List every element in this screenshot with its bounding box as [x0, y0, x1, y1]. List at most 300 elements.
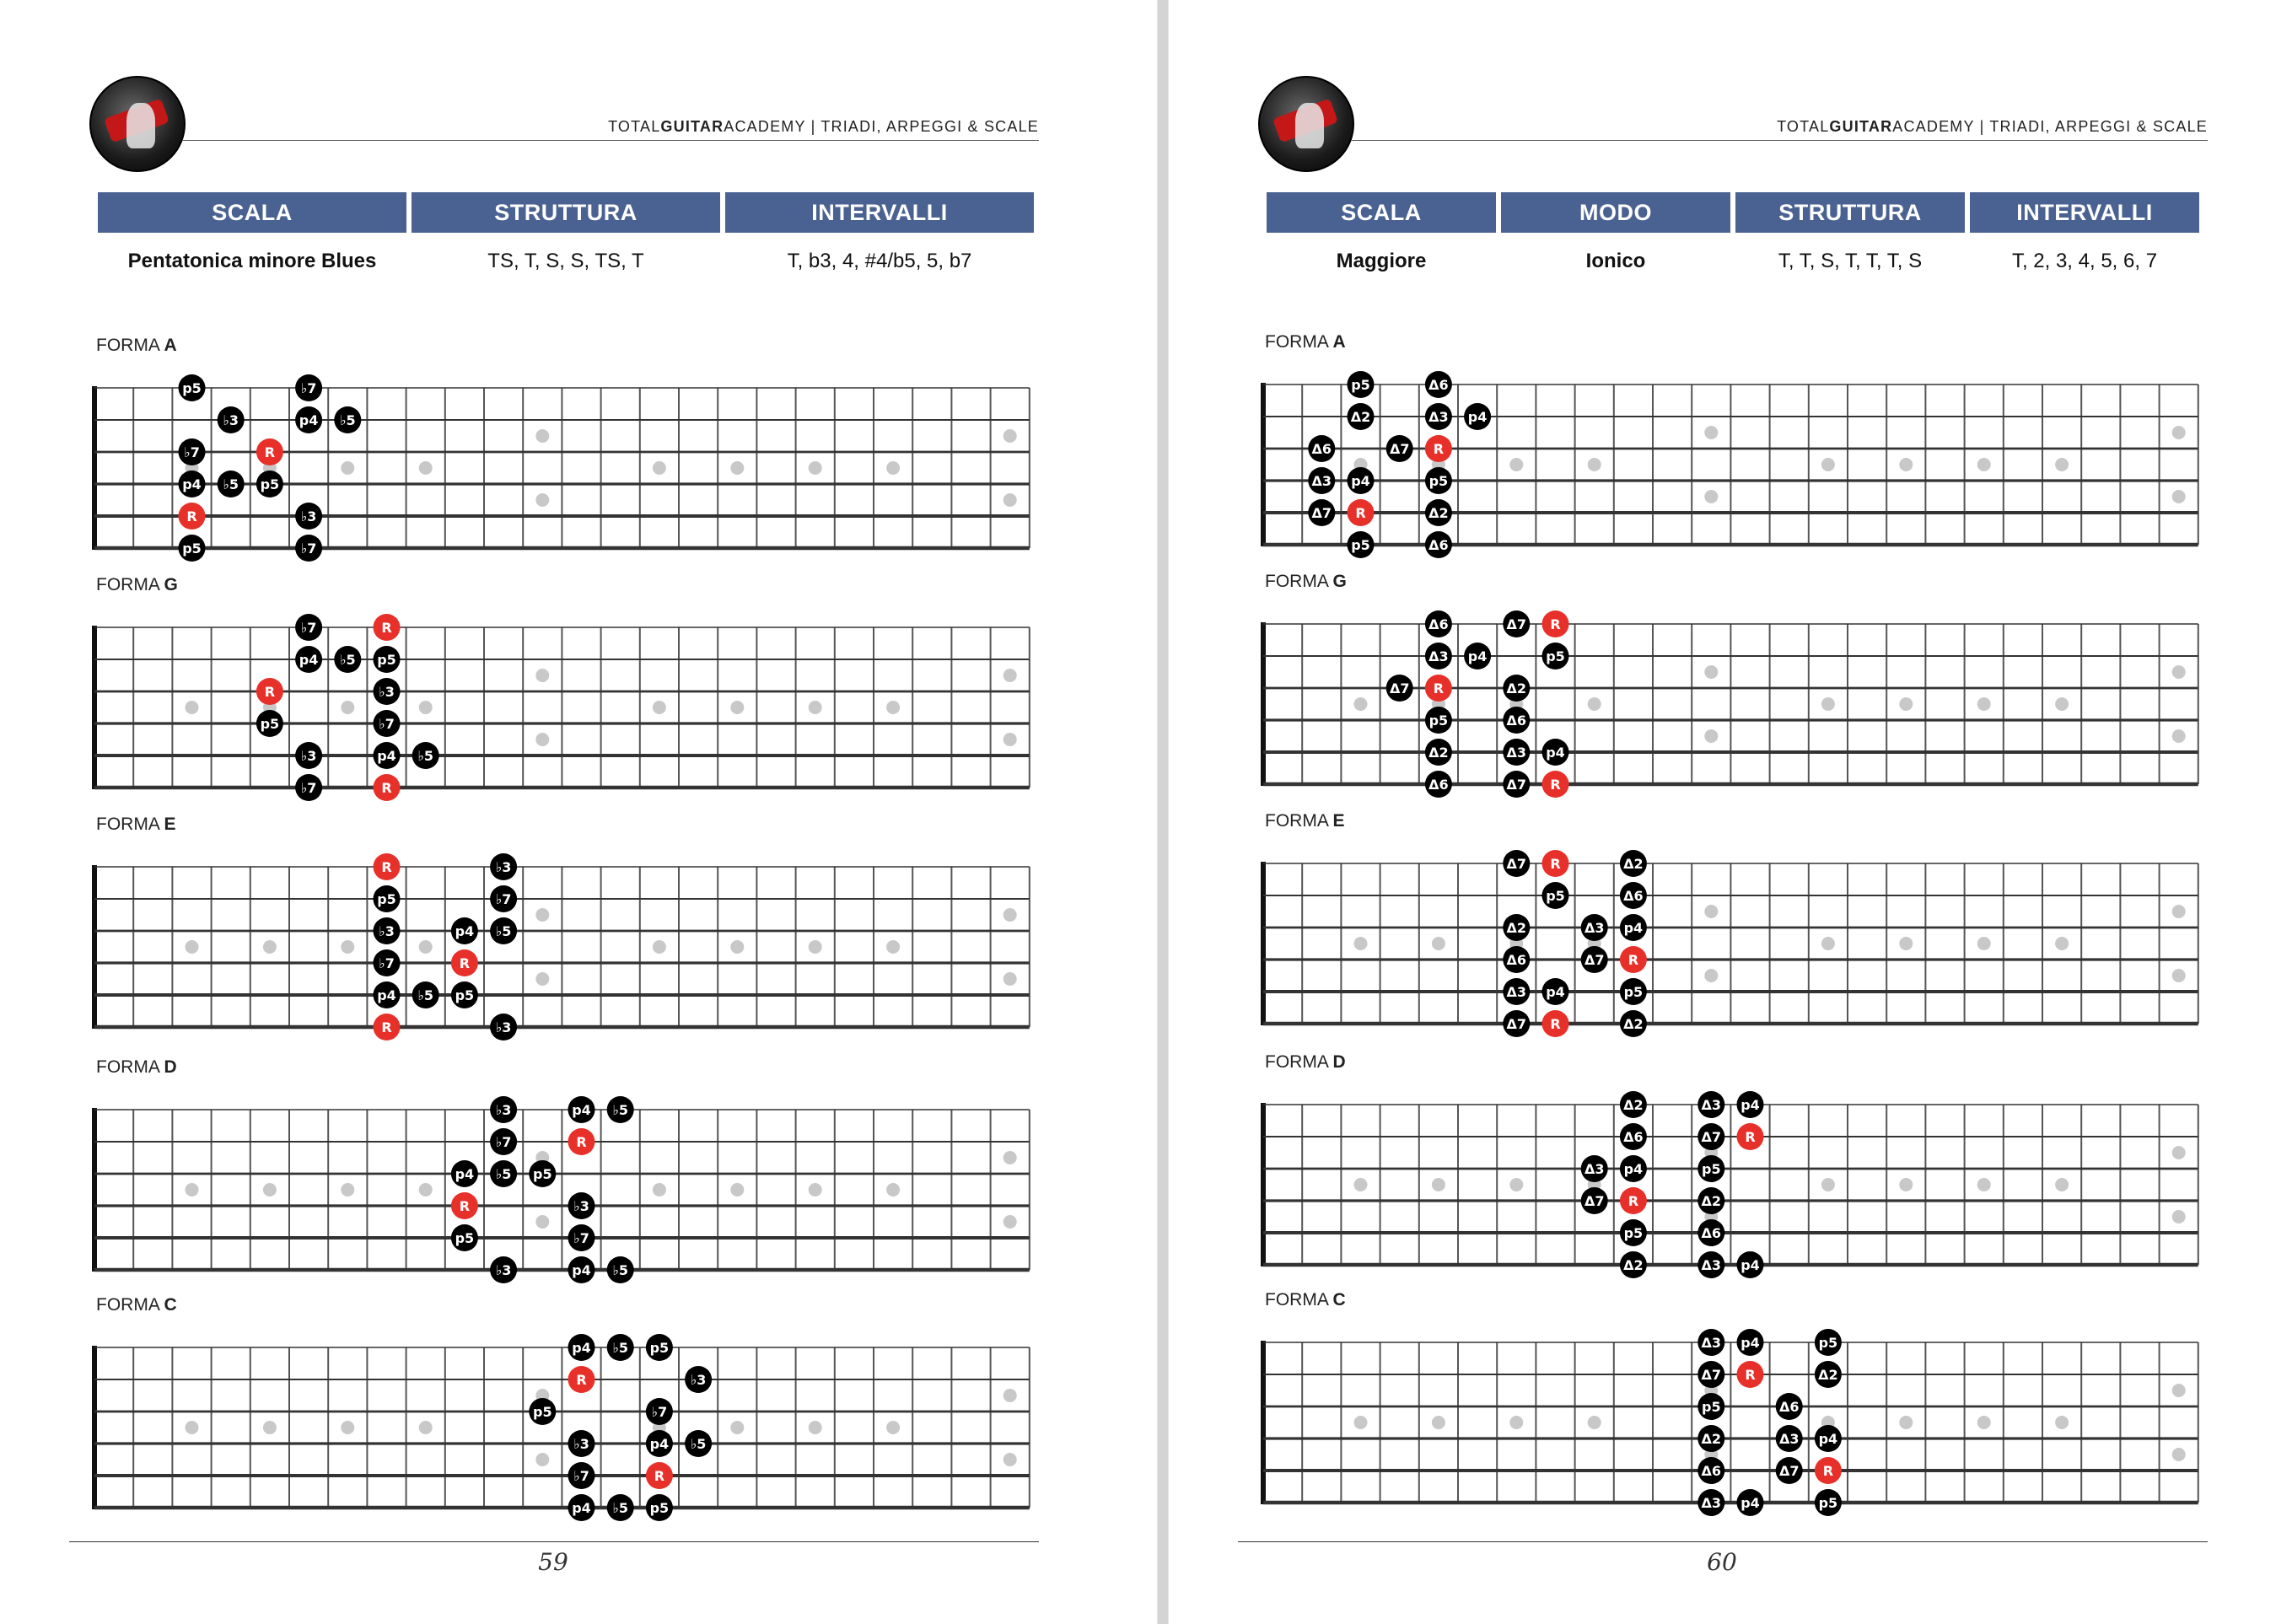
note-label: p4 [1623, 920, 1644, 936]
scale-note-dot [685, 1430, 712, 1457]
note-label: p5 [455, 1230, 475, 1246]
note-label: Δ7 [1701, 1129, 1722, 1145]
nut [1261, 1103, 1266, 1266]
scale-note-dot [295, 535, 322, 562]
fret-inlay [341, 701, 354, 714]
note-label: p4 [572, 1340, 591, 1356]
right-page [1170, 0, 2292, 1624]
value-modo: Ionico [1585, 250, 1646, 272]
fretboard-forma-a [0, 363, 1154, 565]
note-label: ♭7 [495, 1134, 512, 1150]
note-label: R [1550, 777, 1561, 793]
fret-inlay [535, 733, 549, 746]
fret-inlay [1003, 733, 1017, 746]
value-struttura: T, T, S, T, T, T, S [1778, 250, 1923, 272]
scale-note-dot [1348, 467, 1375, 494]
fret-inlay [1003, 429, 1017, 443]
root-note-dot [451, 1192, 478, 1219]
fret-inlay [535, 429, 549, 443]
scale-note-dot [1697, 1123, 1724, 1150]
forma-d-label: FORMA D [1265, 1052, 1346, 1072]
scale-note-dot [1503, 850, 1530, 877]
fretboard-forma-c [1170, 1317, 2292, 1519]
fret-inlay [1588, 697, 1601, 711]
note-label: p4 [572, 1102, 591, 1118]
note-label: Δ7 [1584, 1193, 1605, 1209]
fretboard-grid [92, 1346, 1030, 1509]
scale-note-dot [646, 1430, 673, 1457]
scale-note-dot [1737, 1329, 1764, 1356]
scale-note-dot [334, 406, 361, 433]
fret-inlay [809, 1421, 822, 1434]
fret-inlay [2172, 969, 2186, 982]
academy-logo [89, 76, 186, 172]
fret-inlay [1432, 1416, 1445, 1429]
header-scala: SCALA [98, 192, 406, 233]
fretboard-forma-e [1170, 838, 2292, 1041]
fret-inlay [535, 669, 549, 682]
fret-inlay [535, 493, 549, 507]
note-label: Δ6 [1311, 441, 1332, 457]
fret-inlay [1899, 1178, 1913, 1191]
scale-note-dot [295, 742, 322, 769]
note-label: p4 [377, 987, 396, 1003]
fret-inlay [341, 461, 354, 475]
header-struttura: STRUTTURA [1735, 192, 1965, 233]
note-label: p5 [1623, 1225, 1644, 1241]
value-scala: Pentatonica minore Blues [127, 250, 377, 272]
academy-logo [1258, 76, 1354, 172]
header-rule [182, 140, 1039, 141]
note-label: Δ6 [1701, 1463, 1722, 1479]
note-label: R [1745, 1367, 1756, 1383]
note-label: p5 [1546, 888, 1565, 904]
fret-inlay [653, 461, 666, 475]
fret-inlay [186, 701, 199, 714]
scale-note-dot [1620, 914, 1647, 941]
note-label: Δ7 [1584, 952, 1605, 968]
scale-note-dot [1464, 643, 1491, 669]
note-label: R [264, 684, 276, 700]
note-label: p4 [299, 412, 319, 428]
value-struttura: TS, T, S, S, TS, T [487, 250, 644, 272]
fret-inlay [1354, 697, 1368, 711]
note-label: Δ7 [1506, 1016, 1527, 1032]
note-label: Δ7 [1389, 441, 1410, 457]
note-label: p5 [182, 540, 202, 557]
scale-note-dot [179, 374, 206, 401]
fret-inlay [1003, 972, 1017, 986]
scale-note-dot [451, 1224, 478, 1251]
note-label: R [1550, 616, 1561, 632]
root-note-dot [646, 1462, 673, 1489]
scale-note-dot [1503, 675, 1530, 702]
note-label: p5 [1546, 648, 1565, 664]
header-intervalli: INTERVALLI [1970, 192, 2199, 233]
note-label: ♭7 [300, 620, 317, 636]
fret-inlay [263, 1183, 277, 1196]
note-label: p4 [455, 923, 475, 939]
fret-inlay [2055, 1178, 2069, 1191]
scale-note-dot [295, 374, 322, 401]
scale-notes [1386, 610, 1569, 798]
note-label: Δ2 [1506, 680, 1527, 696]
note-label: p4 [182, 476, 202, 492]
note-label: R [1628, 1193, 1639, 1209]
fret-inlay [653, 1183, 666, 1196]
scale-note-dot [529, 1160, 556, 1187]
scale-note-dot [1620, 1091, 1647, 1118]
scale-note-dot [1425, 499, 1452, 526]
scale-note-dot [1542, 739, 1569, 766]
fretboard-forma-g [1170, 599, 2292, 801]
scale-note-dot [1503, 739, 1530, 766]
header-rule [1351, 140, 2208, 141]
logo-figure-shape [1295, 103, 1324, 148]
fret-inlay [2172, 1146, 2186, 1159]
fret-inlay [2172, 1384, 2186, 1397]
note-label: p4 [1467, 648, 1488, 664]
fret-inlay [1704, 905, 1718, 918]
note-label: ♭3 [495, 1019, 512, 1035]
note-label: Δ3 [1701, 1257, 1722, 1273]
scale-note-dot [568, 1096, 595, 1123]
note-label: Δ2 [1623, 1016, 1644, 1032]
note-label: p5 [377, 891, 396, 907]
nut [92, 1108, 97, 1272]
fret-inlay [419, 461, 433, 475]
fret-inlay [1899, 1416, 1913, 1429]
scale-note-dot [646, 1398, 673, 1425]
scale-note-dot [374, 949, 401, 976]
fretboard-grid [92, 626, 1030, 789]
header-struttura: STRUTTURA [412, 192, 720, 233]
forma-c-label: FORMA C [1265, 1290, 1346, 1309]
note-label: ♭3 [300, 508, 317, 524]
fret-inlay [1899, 458, 1913, 471]
note-label: ♭5 [495, 1166, 512, 1182]
fret-inlay [1003, 669, 1017, 682]
note-label: ♭3 [495, 1102, 512, 1118]
scale-note-dot [607, 1256, 634, 1283]
fret-inlay [1509, 458, 1523, 471]
note-label: ♭3 [495, 1262, 512, 1278]
scale-note-dot [1425, 771, 1452, 798]
note-label: ♭7 [651, 1404, 668, 1420]
running-header: TOTALGUITARACADEMY | TRIADI, ARPEGGI & SCALE [608, 118, 1039, 135]
scale-note-dot [607, 1096, 634, 1123]
scale-note-dot [1425, 467, 1452, 494]
scale-note-dot [1425, 739, 1452, 766]
scale-note-dot [1581, 1155, 1608, 1182]
note-label: Δ3 [1428, 409, 1449, 425]
scale-note-dot [1503, 914, 1530, 941]
scale-note-dot [1308, 499, 1335, 526]
root-note-dot [1348, 499, 1375, 526]
fret-inlay [263, 940, 277, 954]
fret-inlay [2055, 697, 2069, 711]
fret-inlay [1003, 1151, 1017, 1164]
note-label: p4 [1818, 1431, 1838, 1447]
fret-inlay [1821, 458, 1835, 471]
forma-a-label: FORMA A [96, 336, 177, 355]
fret-inlay [1704, 665, 1718, 679]
fret-inlay [809, 701, 822, 714]
note-label: p5 [1702, 1399, 1721, 1415]
scale-note-dot [1348, 371, 1375, 398]
fret-inlay [1509, 1416, 1523, 1429]
scale-note-dot [1737, 1251, 1764, 1278]
fret-inlay [1704, 426, 1718, 439]
note-label: ♭5 [339, 412, 356, 428]
note-label: R [1628, 952, 1639, 968]
page-number: 59 [538, 1548, 568, 1576]
scale-note-dot [1697, 1329, 1724, 1356]
scale-note-dot [374, 678, 401, 705]
scale-note-dot [179, 438, 206, 465]
note-label: p4 [1741, 1495, 1760, 1511]
note-label: Δ3 [1701, 1335, 1722, 1351]
note-label: ♭3 [379, 684, 395, 700]
scale-notes [451, 1096, 634, 1283]
fret-inlay [1588, 458, 1601, 471]
note-label: R [1550, 856, 1561, 872]
fret-inlay [730, 1421, 744, 1434]
scale-note-dot [1620, 1251, 1647, 1278]
note-label: p5 [377, 652, 396, 668]
note-label: p5 [1702, 1161, 1721, 1177]
value-intervalli: T, b3, 4, #4/b5, 5, b7 [787, 250, 972, 272]
fret-inlay [419, 1421, 433, 1434]
fret-inlay [730, 1183, 744, 1196]
root-note-dot [451, 949, 478, 976]
note-label: R [381, 620, 392, 636]
note-label: p4 [299, 652, 319, 668]
note-label: p4 [572, 1262, 591, 1278]
value-intervalli: T, 2, 3, 4, 5, 6, 7 [2011, 250, 2158, 272]
note-label: ♭3 [379, 923, 395, 939]
scale-note-dot [374, 710, 401, 737]
scale-note-dot [451, 917, 478, 944]
fret-inlay [730, 701, 744, 714]
nut [92, 865, 97, 1029]
scale-note-dot [451, 981, 478, 1008]
note-label: Δ6 [1701, 1225, 1722, 1241]
note-label: R [1745, 1129, 1756, 1145]
scale-note-dot [1697, 1457, 1724, 1484]
scale-note-dot [1308, 435, 1335, 462]
header-modo: MODO [1501, 192, 1730, 233]
note-label: ♭7 [184, 444, 200, 460]
scale-note-dot [490, 853, 517, 880]
forma-g-label: FORMA G [96, 575, 178, 594]
note-label: Δ2 [1350, 409, 1371, 425]
note-label: p4 [1351, 473, 1370, 489]
forma-a-label: FORMA A [1265, 332, 1346, 352]
fretboard-grid [1261, 1103, 2198, 1266]
scale-note-dot [568, 1256, 595, 1283]
fretboard-forma-d [1170, 1079, 2292, 1282]
fretboard-grid [92, 1108, 1030, 1272]
fretboard-forma-e [0, 842, 1154, 1044]
note-label: R [576, 1372, 587, 1388]
footer-rule [69, 1541, 1039, 1542]
scale-notes [1308, 371, 1491, 558]
note-label: R [1433, 441, 1445, 457]
note-label: p5 [260, 716, 280, 732]
fret-inlay [535, 908, 549, 922]
fret-inlay [1432, 1178, 1445, 1191]
fret-inlay [1821, 697, 1835, 711]
scale-note-dot [568, 1334, 595, 1361]
scale-note-dot [607, 1494, 634, 1521]
fret-inlay [886, 461, 900, 475]
fretboard-grid [92, 865, 1030, 1029]
note-label: Δ2 [1506, 920, 1527, 936]
fretboard-grid [1261, 383, 2198, 546]
scale-note-dot [1581, 914, 1608, 941]
note-label: Δ7 [1701, 1367, 1722, 1383]
fret-inlay [186, 1183, 199, 1196]
fret-inlay [2172, 1448, 2186, 1461]
scale-note-dot [1697, 1219, 1724, 1246]
scale-note-dot [568, 1494, 595, 1521]
nut [92, 1346, 97, 1509]
scale-note-dot [568, 1192, 595, 1219]
fret-inlay [809, 940, 822, 954]
note-label: ♭3 [495, 859, 512, 875]
note-label: Δ6 [1623, 888, 1644, 904]
scale-note-dot [490, 1256, 517, 1283]
fret-inlay [2172, 1210, 2186, 1223]
root-note-dot [568, 1128, 595, 1155]
scale-note-dot [1425, 643, 1452, 669]
note-label: R [1355, 505, 1366, 521]
scale-note-dot [295, 614, 322, 641]
note-label: ♭5 [612, 1500, 629, 1516]
scale-note-dot [1503, 771, 1530, 798]
note-label: Δ3 [1311, 473, 1332, 489]
note-label: p5 [649, 1500, 670, 1516]
scale-note-dot [1581, 1187, 1608, 1214]
note-label: p5 [182, 380, 202, 396]
scale-note-dot [295, 646, 322, 673]
page-number: 60 [1707, 1548, 1737, 1576]
scale-note-dot [1815, 1361, 1842, 1388]
value-scala: Maggiore [1336, 250, 1427, 272]
root-note-dot [1425, 435, 1452, 462]
fretboard-forma-a [1170, 359, 2292, 562]
note-label: ♭5 [417, 748, 434, 764]
note-label: Δ6 [1428, 616, 1449, 632]
scale-note-dot [1620, 1155, 1647, 1182]
note-label: ♭3 [223, 412, 239, 428]
scale-note-dot [1697, 1489, 1724, 1516]
fret-inlay [1704, 969, 1718, 982]
scale-note-dot [490, 1014, 517, 1041]
fretboard-forma-d [0, 1084, 1154, 1287]
note-label: p5 [1623, 984, 1644, 1000]
scale-note-dot [218, 406, 245, 433]
fret-inlay [1354, 1416, 1368, 1429]
note-label: p4 [1546, 745, 1565, 761]
note-label: Δ3 [1778, 1431, 1800, 1447]
fret-inlay [1899, 697, 1913, 711]
note-label: Δ2 [1818, 1367, 1838, 1383]
note-label: Δ6 [1428, 777, 1449, 793]
scale-note-dot [1620, 1219, 1647, 1246]
logo-figure-shape [126, 103, 155, 148]
note-label: Δ2 [1701, 1431, 1722, 1447]
note-label: Δ7 [1506, 616, 1527, 632]
fret-inlay [1003, 1215, 1017, 1229]
note-label: ♭5 [339, 652, 356, 668]
fret-inlay [2172, 729, 2186, 743]
root-note-dot [1542, 850, 1569, 877]
forma-e-label: FORMA E [1265, 811, 1345, 831]
fret-inlay [1509, 1178, 1523, 1191]
fret-inlay [2172, 665, 2186, 679]
fret-inlay [886, 1421, 900, 1434]
scale-note-dot [1503, 1010, 1530, 1037]
nut [1261, 383, 1266, 546]
fret-inlay [419, 1183, 433, 1196]
fret-inlay [1977, 937, 1991, 950]
note-label: ♭5 [223, 476, 239, 492]
note-label: Δ6 [1428, 537, 1449, 553]
note-label: Δ7 [1389, 680, 1410, 696]
fret-inlay [653, 701, 666, 714]
scale-note-dot [1776, 1393, 1803, 1420]
scale-note-dot [568, 1462, 595, 1489]
fret-inlay [1899, 937, 1913, 950]
scale-note-dot [1425, 707, 1452, 734]
scale-note-dot [1348, 531, 1375, 558]
note-label: R [654, 1468, 665, 1484]
scale-note-dot [529, 1398, 556, 1425]
note-label: p4 [572, 1500, 591, 1516]
note-label: ♭5 [612, 1340, 629, 1356]
note-label: Δ2 [1428, 505, 1449, 521]
nut [1261, 622, 1266, 786]
fret-inlay [2172, 905, 2186, 918]
scale-note-dot [1815, 1329, 1842, 1356]
note-label: p5 [533, 1166, 552, 1182]
scale-note-dot [1737, 1091, 1764, 1118]
scale-note-dot [1425, 531, 1452, 558]
scale-note-dot [1776, 1457, 1803, 1484]
root-note-dot [1620, 946, 1647, 973]
scale-note-dot [179, 471, 206, 497]
scale-note-dot [1776, 1425, 1803, 1452]
note-label: Δ7 [1778, 1463, 1800, 1479]
note-label: Δ3 [1506, 745, 1527, 761]
note-label: p4 [455, 1166, 475, 1182]
note-label: p4 [1623, 1161, 1644, 1177]
forma-c-label: FORMA C [96, 1295, 177, 1315]
fret-inlay [535, 972, 549, 986]
scale-note-dot [334, 646, 361, 673]
fret-inlay [1977, 697, 1991, 711]
root-note-dot [1620, 1187, 1647, 1214]
scale-note-dot [1737, 1489, 1764, 1516]
note-label: ♭3 [573, 1436, 589, 1452]
fret-inlay [535, 1215, 549, 1229]
note-label: p5 [1351, 537, 1370, 553]
fret-inlay [263, 1421, 277, 1434]
note-label: p5 [1428, 713, 1449, 729]
scale-note-dot [568, 1224, 595, 1251]
